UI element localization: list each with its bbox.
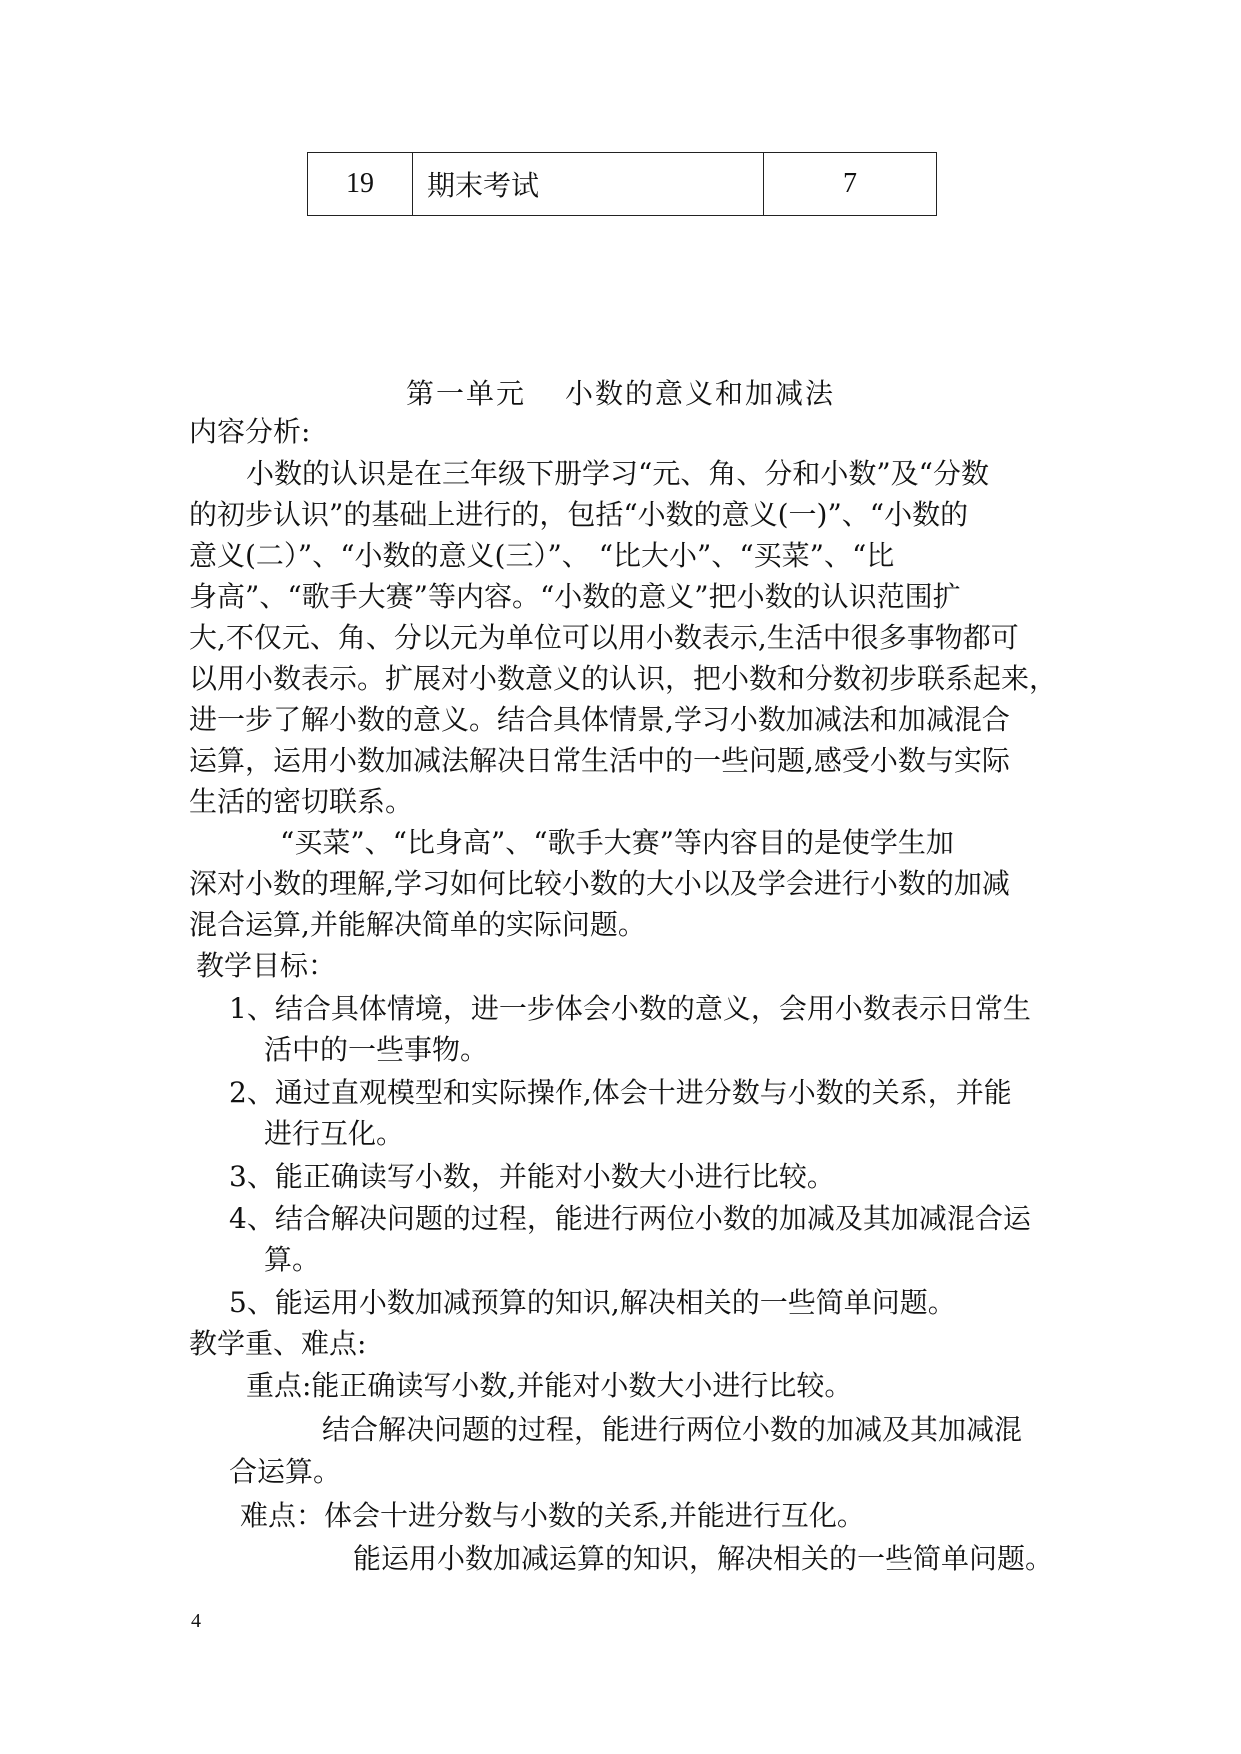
paragraph-line: 身高”、“歌手大赛”等内容。“小数的意义”把小数的认识范围扩	[189, 580, 961, 613]
row-hours: 7	[764, 153, 937, 216]
goal-item-3: 3、能正确读写小数，并能对小数大小进行比较。	[229, 1160, 835, 1193]
unit-title-number: 第一单元	[406, 377, 527, 410]
table-row	[308, 153, 937, 216]
paragraph-line: 运算，运用小数加减法解决日常生活中的一些问题,感受小数与实际	[189, 744, 1010, 777]
heading-teaching-goals: 教学目标：	[196, 949, 337, 982]
key-point-line: 结合解决问题的过程，能进行两位小数的加减及其加减混	[322, 1413, 1023, 1446]
goal-item-4-cont: 算。	[264, 1243, 321, 1276]
difficulty-line: 能运用小数加减运算的知识，解决相关的一些简单问题。	[353, 1542, 1054, 1575]
paragraph-line: 以用小数表示。扩展对小数意义的认识，把小数和分数初步联系起来，	[189, 662, 1058, 695]
paragraph-line: 的初步认识”的基础上进行的，包括“小数的意义(一)”、“小数的	[189, 498, 969, 531]
paragraph-line: 大,不仅元、角、分以元为单位可以用小数表示,生活中很多事物都可	[189, 621, 1019, 654]
unit-title-name: 小数的意义和加减法	[564, 377, 835, 410]
goal-item-1-cont: 活中的一些事物。	[264, 1033, 489, 1066]
unit-title	[0, 372, 1241, 412]
row-index: 19	[308, 153, 413, 216]
schedule-table	[307, 152, 937, 216]
heading-content-analysis: 内容分析:	[189, 415, 311, 448]
page-number: 4	[191, 1610, 201, 1632]
paragraph-line: 生活的密切联系。	[189, 785, 414, 818]
heading-key-points: 教学重、难点:	[189, 1327, 367, 1360]
goal-item-2: 2、通过直观模型和实际操作,体会十进分数与小数的关系，并能	[229, 1076, 1012, 1109]
paragraph-line: “买菜”、“比身高”、“歌手大赛”等内容目的是使学生加	[280, 826, 954, 859]
row-content: 期末考试	[413, 153, 764, 216]
difficulty-line: 难点：体会十进分数与小数的关系,并能进行互化。	[240, 1499, 865, 1532]
paragraph-line: 进一步了解小数的意义。结合具体情景,学习小数加减法和加减混合	[189, 703, 1010, 736]
key-point-line: 合运算。	[229, 1455, 342, 1488]
paragraph-line: 深对小数的理解,学习如何比较小数的大小以及学会进行小数的加减	[189, 867, 1010, 900]
goal-item-4: 4、结合解决问题的过程，能进行两位小数的加减及其加减混合运	[229, 1202, 1031, 1235]
key-point-line: 重点:能正确读写小数,并能对小数大小进行比较。	[246, 1369, 853, 1402]
goal-item-1: 1、结合具体情境，进一步体会小数的意义，会用小数表示日常生	[229, 992, 1031, 1025]
paragraph-line: 意义(二）”、“小数的意义(三）”、 “比大小”、“买菜”、“比	[189, 539, 895, 572]
paragraph-line: 混合运算,并能解决简单的实际问题。	[189, 908, 646, 941]
goal-item-2-cont: 进行互化。	[264, 1117, 405, 1150]
goal-item-5: 5、能运用小数加减预算的知识,解决相关的一些简单问题。	[229, 1286, 956, 1319]
paragraph-line: 小数的认识是在三年级下册学习“元、角、分和小数”及“分数	[246, 457, 989, 490]
